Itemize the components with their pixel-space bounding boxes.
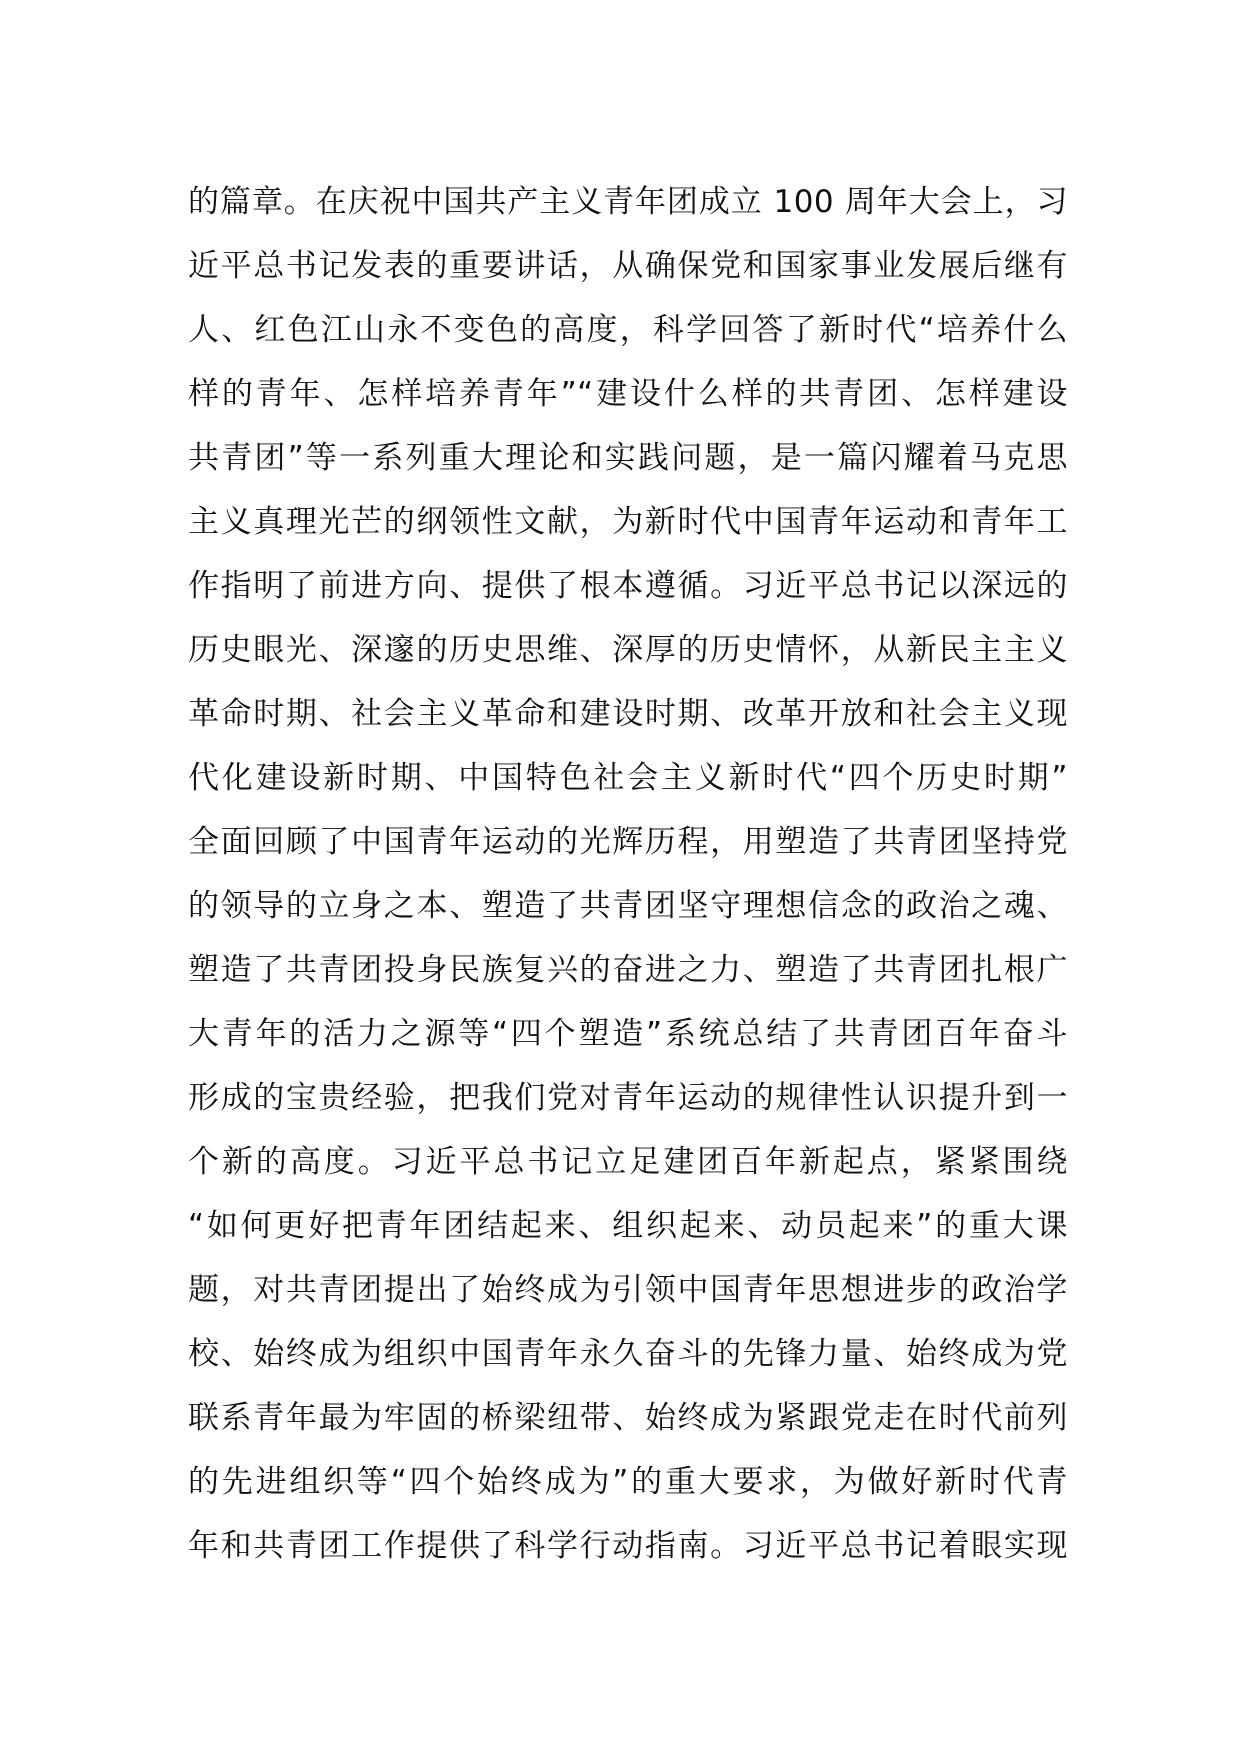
text-line: 大青年的活力之源等“四个塑造”系统总结了共青团百年奋斗 — [188, 1016, 1068, 1052]
text-line: 作指明了前进方向、提供了根本遵循。习近平总书记以深远的 — [188, 568, 1068, 604]
text-line: 的领导的立身之本、塑造了共青团坚守理想信念的政治之魂、 — [188, 888, 1068, 924]
text-line: “如何更好把青年团结起来、组织起来、动员起来”的重大课 — [188, 1208, 1068, 1244]
body-paragraph — [188, 170, 1068, 1578]
text-line: 代化建设新时期、中国特色社会主义新时代“四个历史时期” — [188, 760, 1068, 796]
text-line: 的篇章。在庆祝中国共产主义青年团成立 100 周年大会上，习 — [188, 184, 1068, 220]
text-line: 校、始终成为组织中国青年永久奋斗的先锋力量、始终成为党 — [188, 1336, 1068, 1372]
text-line: 联系青年最为牢固的桥梁纽带、始终成为紧跟党走在时代前列 — [188, 1400, 1068, 1436]
text-line: 主义真理光芒的纲领性文献，为新时代中国青年运动和青年工 — [188, 504, 1068, 540]
text-line: 历史眼光、深邃的历史思维、深厚的历史情怀，从新民主主义 — [188, 632, 1068, 668]
text-line: 题，对共青团提出了始终成为引领中国青年思想进步的政治学 — [188, 1272, 1068, 1308]
text-line: 年和共青团工作提供了科学行动指南。习近平总书记着眼实现 — [188, 1528, 1068, 1564]
text-line: 个新的高度。习近平总书记立足建团百年新起点，紧紧围绕 — [188, 1144, 1068, 1180]
text-line: 形成的宝贵经验，把我们党对青年运动的规律性认识提升到一 — [188, 1080, 1068, 1116]
text-line: 革命时期、社会主义革命和建设时期、改革开放和社会主义现 — [188, 696, 1068, 732]
text-line: 的先进组织等“四个始终成为”的重大要求，为做好新时代青 — [188, 1464, 1068, 1500]
text-line: 共青团”等一系列重大理论和实践问题，是一篇闪耀着马克思 — [188, 440, 1068, 476]
text-line: 全面回顾了中国青年运动的光辉历程，用塑造了共青团坚持党 — [188, 824, 1068, 860]
text-line: 人、红色江山永不变色的高度，科学回答了新时代“培养什么 — [188, 312, 1068, 348]
text-line: 样的青年、怎样培养青年”“建设什么样的共青团、怎样建设 — [188, 376, 1068, 412]
text-line: 近平总书记发表的重要讲话，从确保党和国家事业发展后继有 — [188, 248, 1068, 284]
text-line: 塑造了共青团投身民族复兴的奋进之力、塑造了共青团扎根广 — [188, 952, 1068, 988]
